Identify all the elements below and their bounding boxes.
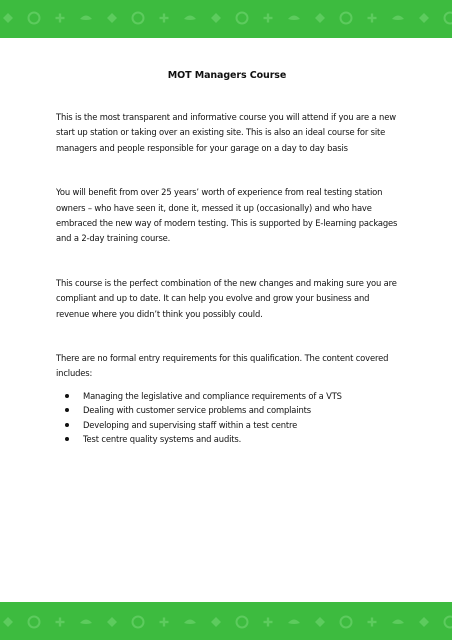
diamond-icon (3, 13, 13, 23)
diamond-icon (211, 13, 221, 23)
diamond-icon (315, 617, 325, 627)
bullet-icon (65, 437, 69, 441)
bottom-pattern (0, 602, 452, 640)
circle-icon (237, 617, 248, 628)
circle-icon (133, 617, 144, 628)
list-item-text: Managing the legislative and compliance requirements of a VTS (83, 390, 342, 401)
leaf-icon (184, 620, 196, 625)
leaf-icon (80, 16, 92, 21)
diamond-icon (315, 13, 325, 23)
plus-icon (264, 14, 273, 23)
page-title: MOT Managers Course (167, 70, 287, 81)
bullet-icon (65, 408, 69, 412)
list-item (65, 432, 398, 447)
plus-icon (368, 618, 377, 627)
plus-icon (56, 14, 65, 23)
circle-icon (445, 617, 452, 628)
plus-icon (264, 618, 273, 627)
diamond-icon (107, 617, 117, 627)
list-item (65, 418, 398, 433)
page-body (56, 70, 398, 447)
diamond-icon (3, 617, 13, 627)
list-item (65, 403, 398, 418)
leaf-icon (80, 620, 92, 625)
circle-icon (29, 617, 40, 628)
circle-icon (237, 13, 248, 24)
plus-icon (368, 14, 377, 23)
circle-icon (29, 13, 40, 24)
content-list (56, 389, 398, 447)
list-item (65, 389, 398, 404)
list-item-text: Developing and supervising staff within a test centre (83, 419, 298, 430)
bullet-icon (65, 394, 69, 398)
plus-icon (160, 618, 169, 627)
combination-paragraph: This course is the perfect combination of the new changes and making sure you are compliant and up to date. It can help you evolve and grow your business and revenue where you didn’t think you possibly could. (56, 277, 397, 319)
leaf-icon (288, 16, 300, 21)
experience-paragraph: You will benefit from over 25 years’ worth of experience from real testing station owners – who have seen it, done it, messed it up (occasionally) and who have embraced the new way of modern testing. This is supported by E-learning packages and a 2-day training course. (56, 187, 398, 244)
intro-paragraph: This is the most transparent and informative course you will attend if you are a new start up station or taking over an existing site. This is also an ideal course for site managers and people responsible for your garage on a day to day basis (56, 112, 396, 153)
requirements-paragraph: There are no formal entry requirements for this qualification. The content covered includes: (56, 353, 389, 379)
circle-icon (341, 13, 352, 24)
bullet-icon (65, 423, 69, 427)
diamond-icon (419, 617, 429, 627)
plus-icon (56, 618, 65, 627)
diamond-icon (211, 617, 221, 627)
list-item-text: Test centre quality systems and audits. (83, 434, 242, 445)
leaf-icon (392, 16, 404, 21)
diamond-icon (419, 13, 429, 23)
diamond-icon (107, 13, 117, 23)
list-item-text: Dealing with customer service problems and complaints (83, 405, 311, 416)
top-pattern (0, 0, 452, 38)
circle-icon (341, 617, 352, 628)
leaf-icon (392, 620, 404, 625)
circle-icon (445, 13, 452, 24)
leaf-icon (288, 620, 300, 625)
leaf-icon (184, 16, 196, 21)
plus-icon (160, 14, 169, 23)
top-pattern-band (0, 0, 452, 38)
bottom-pattern-band (0, 602, 452, 640)
circle-icon (133, 13, 144, 24)
